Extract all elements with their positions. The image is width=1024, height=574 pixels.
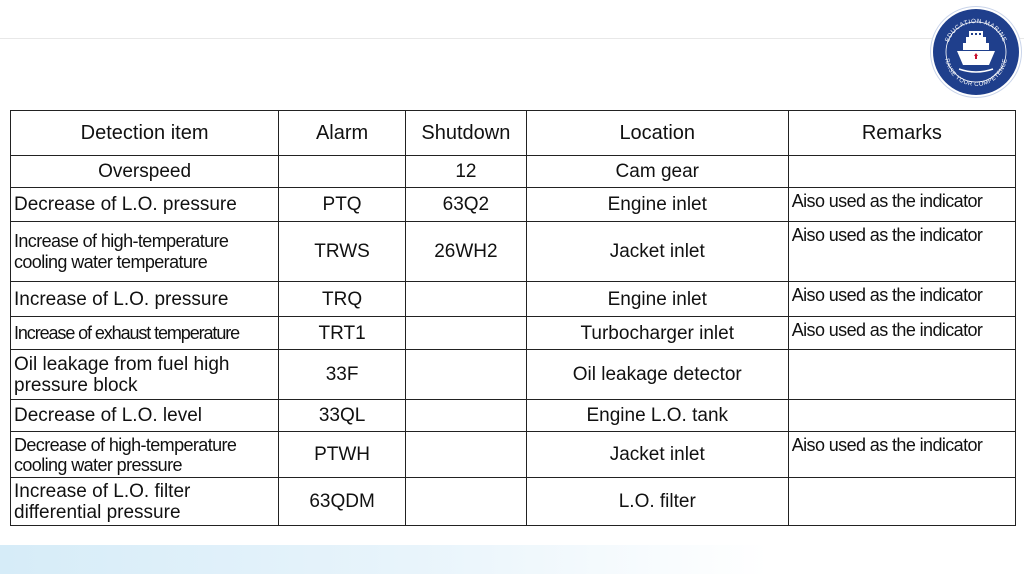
cell-remarks bbox=[788, 350, 1015, 400]
cell-item: Decrease of L.O. pressure bbox=[11, 188, 279, 222]
cell-alarm: PTWH bbox=[279, 432, 406, 478]
table-row bbox=[11, 222, 1016, 282]
cell-shutdown bbox=[406, 317, 527, 350]
cell-remarks bbox=[788, 156, 1015, 188]
cell-item: Increase of L.O. pressure bbox=[11, 282, 279, 317]
cell-shutdown bbox=[406, 350, 527, 400]
cell-alarm: TRQ bbox=[279, 282, 406, 317]
cell-shutdown bbox=[406, 400, 527, 432]
cell-remarks: Aiso used as the indicator bbox=[788, 222, 1015, 282]
cell-location: Jacket inlet bbox=[526, 222, 788, 282]
header-alarm: Alarm bbox=[279, 111, 406, 156]
cell-alarm: PTQ bbox=[279, 188, 406, 222]
cell-shutdown bbox=[406, 432, 527, 478]
table-row bbox=[11, 432, 1016, 478]
table-row bbox=[11, 400, 1016, 432]
cell-remarks bbox=[788, 400, 1015, 432]
cell-alarm: TRWS bbox=[279, 222, 406, 282]
cell-location: Engine L.O. tank bbox=[526, 400, 788, 432]
header-detection-item: Detection item bbox=[11, 111, 279, 156]
cell-alarm bbox=[279, 156, 406, 188]
header-shutdown: Shutdown bbox=[406, 111, 527, 156]
logo-top-text: EDUCATION MARINE bbox=[943, 17, 1009, 44]
table-header-row bbox=[11, 111, 1016, 156]
cell-shutdown bbox=[406, 478, 527, 526]
cell-item-line2: cooling water temperature bbox=[14, 251, 208, 272]
detection-table bbox=[10, 110, 1016, 526]
cell-item-line1: Increase of high-temperature bbox=[14, 230, 229, 251]
cell-item-line1: Increase of L.O. filter bbox=[14, 480, 191, 502]
cell-location: Cam gear bbox=[526, 156, 788, 188]
detection-table-container bbox=[10, 110, 1016, 530]
cell-alarm: 33QL bbox=[279, 400, 406, 432]
cell-shutdown: 12 bbox=[406, 156, 527, 188]
cell-location: Turbocharger inlet bbox=[526, 317, 788, 350]
cell-item bbox=[11, 350, 279, 400]
cell-location: Oil leakage detector bbox=[526, 350, 788, 400]
cell-remarks: Aiso used as the indicator bbox=[788, 317, 1015, 350]
cell-remarks: Aiso used as the indicator bbox=[788, 188, 1015, 222]
table-row bbox=[11, 188, 1016, 222]
cell-remarks bbox=[788, 478, 1015, 526]
top-divider bbox=[0, 38, 1024, 39]
table-row bbox=[11, 282, 1016, 317]
table-row bbox=[11, 317, 1016, 350]
cell-remarks: Aiso used as the indicator bbox=[788, 432, 1015, 478]
table-row bbox=[11, 350, 1016, 400]
cell-alarm: 33F bbox=[279, 350, 406, 400]
cell-item-line2: cooling water pressure bbox=[14, 454, 182, 475]
cell-item: Increase of exhaust temperature bbox=[11, 317, 279, 350]
cell-item-line2: pressure block bbox=[14, 374, 138, 396]
cell-item bbox=[11, 432, 279, 478]
cell-item bbox=[11, 478, 279, 526]
logo-bottom-text: RAISE YOUR COMPETENCE bbox=[943, 58, 1009, 89]
cell-item-line2: differential pressure bbox=[14, 501, 181, 523]
header-remarks: Remarks bbox=[788, 111, 1015, 156]
cell-location: L.O. filter bbox=[526, 478, 788, 526]
ship-icon bbox=[933, 9, 1019, 95]
cell-item: Decrease of L.O. level bbox=[11, 400, 279, 432]
cell-shutdown: 63Q2 bbox=[406, 188, 527, 222]
cell-alarm: 63QDM bbox=[279, 478, 406, 526]
header-location: Location bbox=[526, 111, 788, 156]
table-row bbox=[11, 156, 1016, 188]
cell-location: Engine inlet bbox=[526, 188, 788, 222]
cell-remarks: Aiso used as the indicator bbox=[788, 282, 1015, 317]
cell-alarm: TRT1 bbox=[279, 317, 406, 350]
cell-item-line1: Oil leakage from fuel high bbox=[14, 353, 230, 375]
cell-shutdown bbox=[406, 282, 527, 317]
cell-item: Overspeed bbox=[11, 156, 279, 188]
cell-item bbox=[11, 222, 279, 282]
cell-item-line1: Decrease of high-temperature bbox=[14, 434, 237, 455]
cell-location: Engine inlet bbox=[526, 282, 788, 317]
footer-band bbox=[0, 545, 1024, 574]
cell-shutdown: 26WH2 bbox=[406, 222, 527, 282]
cell-location: Jacket inlet bbox=[526, 432, 788, 478]
education-marine-logo bbox=[933, 9, 1019, 95]
table-row bbox=[11, 478, 1016, 526]
